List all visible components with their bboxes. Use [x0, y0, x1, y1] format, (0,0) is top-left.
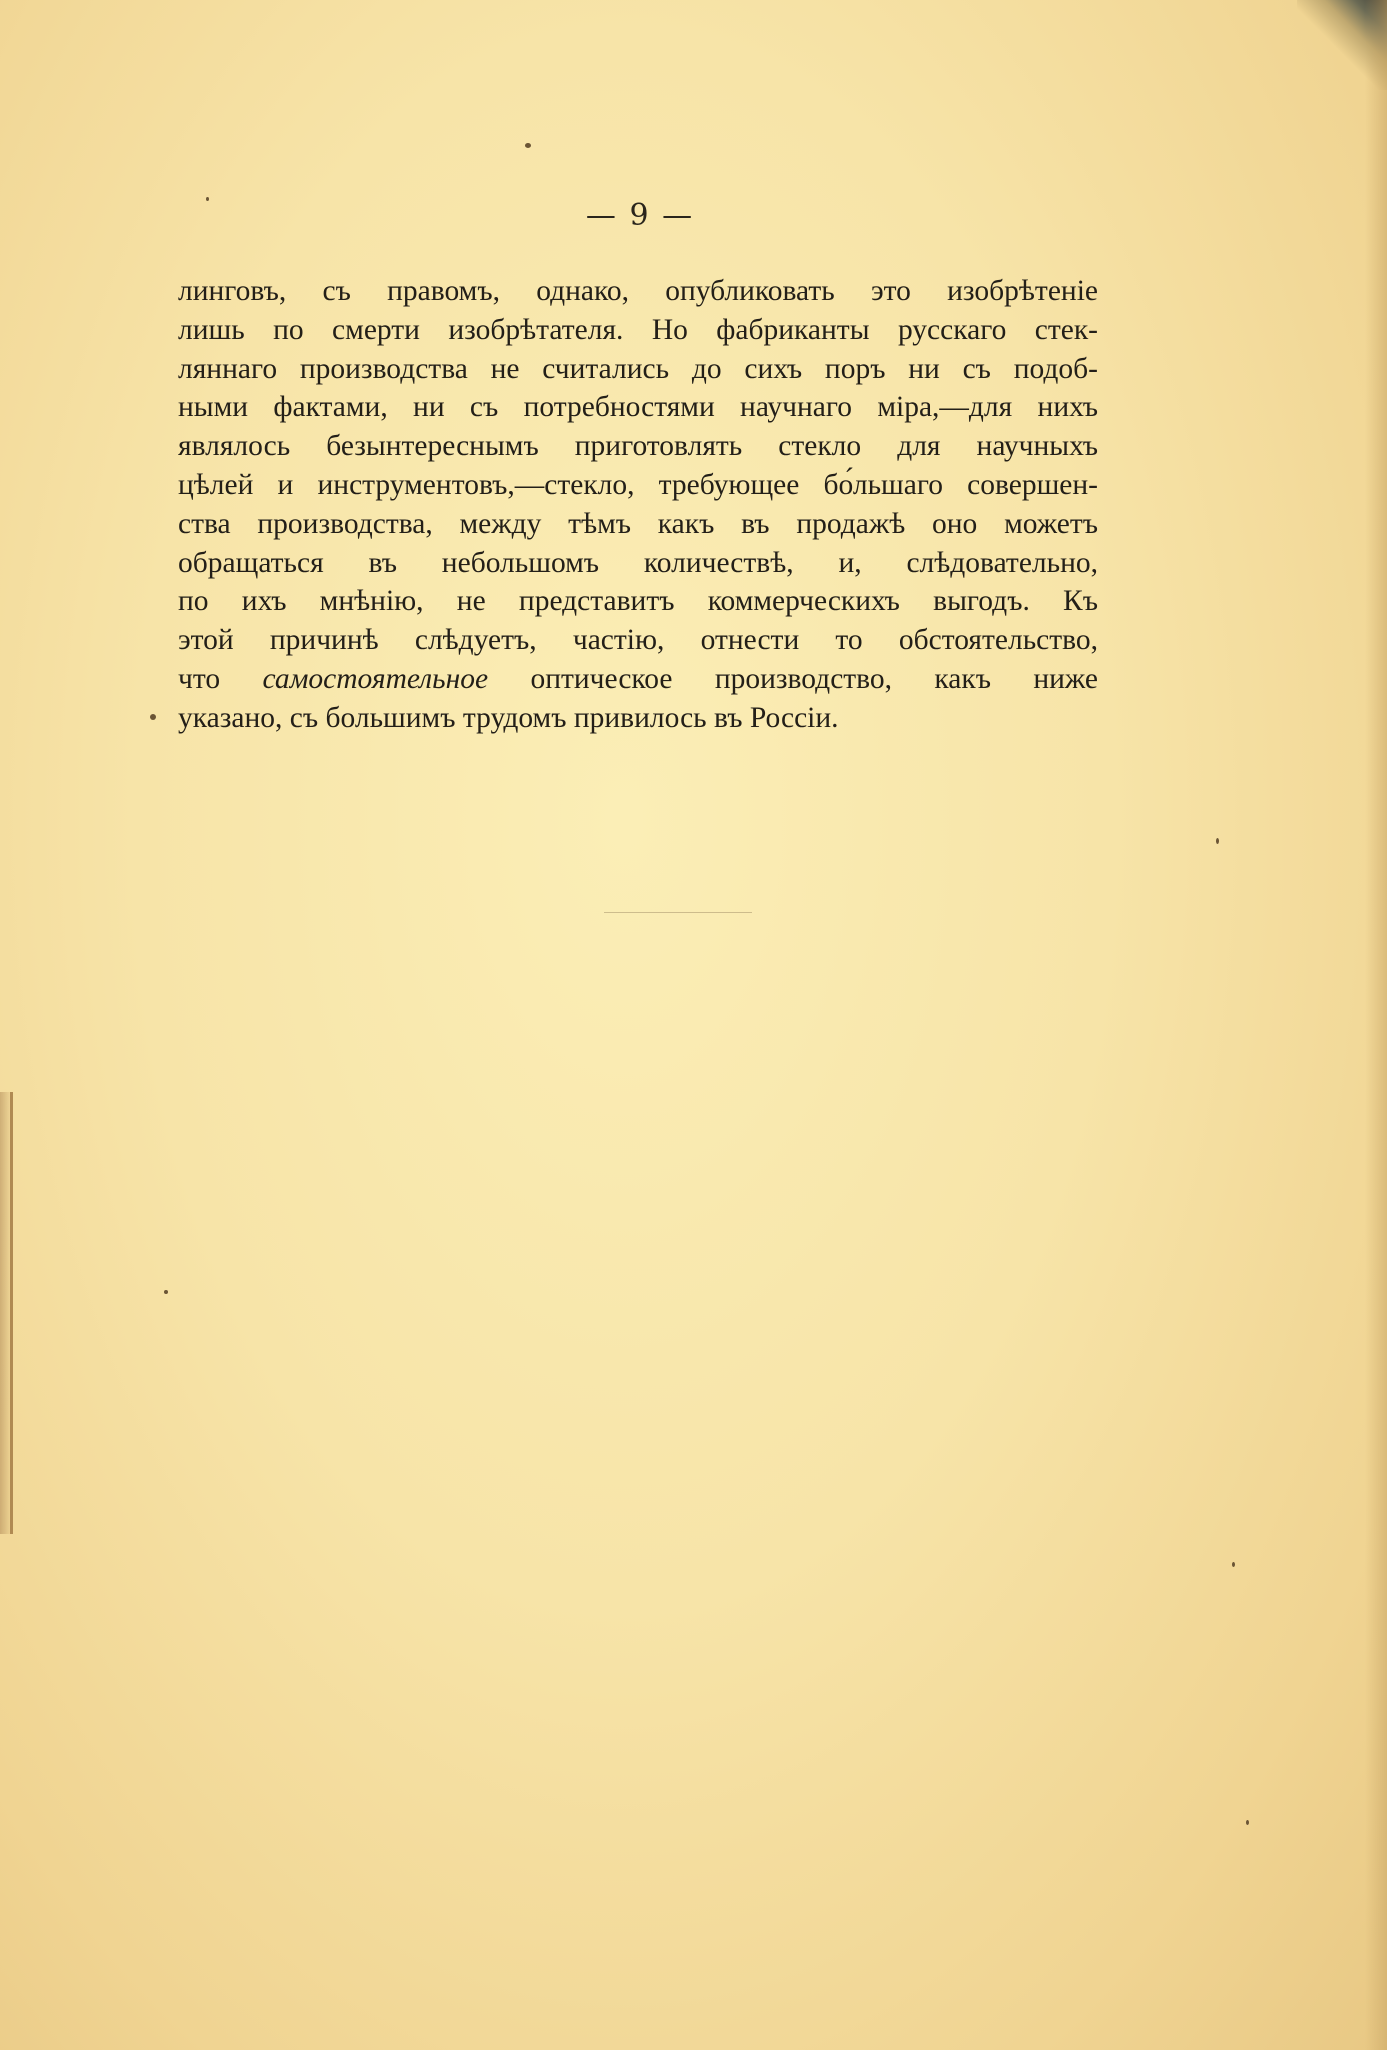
faint-divider [604, 912, 752, 913]
body-text [178, 272, 1098, 738]
page-number: — 9 — [585, 198, 695, 233]
text-line: цѣлей и инструментовъ,—стекло, требующее бо́льшаго совершен- [178, 468, 1098, 501]
ink-speck [1246, 1820, 1249, 1825]
text-line-final: указано, съ большимъ трудомъ привилось въ Россіи. [178, 701, 839, 734]
text-line-with-italic [178, 660, 1098, 699]
page-edge-shading [1365, 0, 1387, 2050]
text-line: линговъ, съ правомъ, однако, опубликовать это изобрѣтеніе [178, 275, 1098, 307]
text-fragment: что [178, 662, 221, 695]
text-line: являлось безынтереснымъ приготовлять стекло для научныхъ [178, 430, 1098, 463]
ink-speck [1216, 838, 1219, 844]
text-line: лишь по смерти изобрѣтателя. Но фабриканты русскаго стек- [178, 313, 1098, 346]
ink-speck [164, 1290, 168, 1294]
text-line: ства производства, между тѣмъ какъ въ продажѣ оно можетъ [178, 507, 1098, 540]
text-line: ными фактами, ни съ потребностями научнаго міра,—для нихъ [178, 391, 1098, 424]
ink-speck [150, 714, 156, 720]
binding-mark [0, 1092, 13, 1534]
text-line: по ихъ мнѣнію, не представитъ коммерческихъ выгодъ. Къ [178, 585, 1098, 618]
ink-speck [525, 143, 531, 148]
italic-word: самостоятельное [262, 662, 489, 695]
text-fragment: оптическое производство, какъ ниже [530, 662, 1099, 695]
text-line: этой причинѣ слѣдуетъ, частію, отнести то обстоятельство, [178, 624, 1098, 657]
ink-speck [1232, 1562, 1235, 1567]
text-line: ляннаго производства не считались до сихъ поръ ни съ подоб- [178, 352, 1098, 385]
text-line: обращаться въ небольшомъ количествѣ, и, слѣдовательно, [178, 546, 1098, 579]
